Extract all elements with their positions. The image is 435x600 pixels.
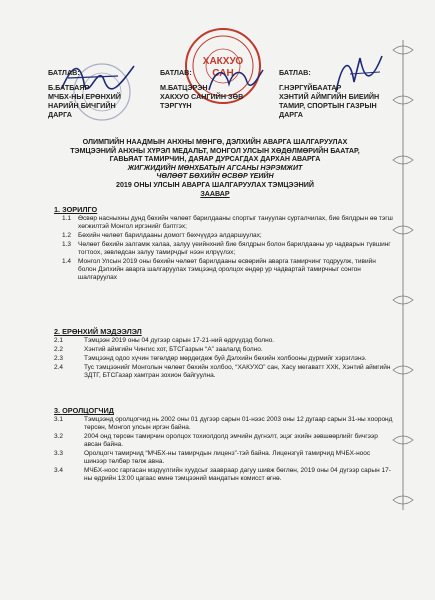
signatory-role: МЧБХ-НЫ ЕРӨНХИЙ — [48, 92, 121, 101]
signatory-name: Г.НЭРГҮЙБААТАР — [279, 83, 342, 92]
section-goal — [48, 206, 393, 282]
signatory-role: ТАМИР, СПОРТЫН ГАЗРЫН — [279, 101, 377, 110]
list-item: 2.3 Тэмцээнд одоо хүчин төгөлдөр мөрдөгдөж буй Дэлхийн бөхийн холбооны дүрмийг хэрэглэнэ. — [54, 355, 367, 362]
signatory-role: НАРИЙН БИЧГИЙН — [48, 101, 116, 110]
signatory-role: ДАРГА — [48, 110, 72, 119]
list-item: 1.4 Монгол Улсын 2019 оны бөхийн чөлөөт барилдааны өсвөрийн аварга тамирчинг тодруулж, тивийн болон Дэлхийн аварга шалгаруулах тэмцээнд оролцох өндөр ур чадвартай тамирчныг сонгон шалгаруулах — [62, 258, 376, 281]
signatory-role: ХАКХУО САНГИЙН ЗӨВ — [160, 92, 244, 101]
section-number: 3. — [54, 406, 61, 415]
svg-text:ХАКХУО: ХАКХУО — [202, 56, 244, 67]
list-item: 3.2 2004 онд төрсөн тамирчин оролцох тохиолдолд эмчийн дүгнэлт, эцэг эхийн зөвшөөрлийг бичгээр авсан байна. — [54, 433, 378, 448]
list-item: 3.1 Тэмцээнд оролцогчид нь 2002 оны 01 дүгээр сарын 01-нээс 2003 оны 12 дугаар сарын 31-ны хооронд төрсөн, Монгол улсын иргэн байна. — [54, 416, 393, 431]
signatory-name: Б.БАТБАЯР — [48, 83, 90, 92]
section-heading: ЗОРИЛГО — [62, 205, 98, 214]
signatory-1 — [48, 68, 121, 119]
section-number: 2. — [54, 327, 61, 336]
signatory-role: ДАРГА — [279, 110, 303, 119]
list-item: 3.4 МЧБХ-ноос гаргасан мэдүүлгийн хуудсыг заавраар дагуу шивж бөглөн, 2019 оны 04 дүгээр сарын 17-ны өдрийн 13:00 цагаас өмнө тэмцээний мандатын комисст өгнө. — [54, 467, 391, 482]
section-heading: ЕРӨНХИЙ МЭДЭЭЛЭЛ — [62, 327, 142, 336]
list-item: 2.2 Хэнтий аймгийн Чингис хот, БТСГазрын “А” заалалд болно. — [54, 346, 263, 353]
list-item: 2.1 Тэмцээн 2019 оны 04 дүгээр сарын 17-21-ний өдрүүдэд болно. — [54, 337, 275, 344]
svg-text:САН: САН — [212, 68, 234, 79]
approve-label: БАТЛАВ: — [160, 68, 192, 77]
list-item: 1.2 Бөхийн чөлөөт барилдааны домогт бөхчүүдээ алдаршуулах; — [62, 232, 262, 239]
signatory-2 — [160, 68, 243, 110]
list-item: 2.4 Тус тэмцээнийг Монголын чөлөөт бөхийн холбоо, “ХАКУХО” сан, Хасу мегаватт ХХК, Хэнтий аймгийн ЗДТГ, БТСГазар хамтран зохион байгуулна. — [54, 364, 391, 379]
list-item: 1.1 Өсвөр насныхны дунд бөхийн чөлөөт барилдааны спортыг тануулан сурталчилах, бие бялдрын өө тэгш хөгжилтэй Монгол иргэнийг бэлтгэх; — [62, 215, 393, 230]
title-line: ЧӨЛӨӨТ БӨХИЙН ӨСВӨР ҮЕИЙН — [156, 172, 274, 181]
list-item: 3.3 Оролцогч тамирчид “МЧБХ-ны тамирчдын лиценз”-тэй байна. Лицензгүй тамирчид МЧБХ-ноос шинээр төлбөр төлж авна. — [54, 450, 371, 465]
signatory-role: ТЭРГҮҮН — [160, 101, 192, 110]
title-line: ЖИГЖИДИЙН МӨНХБАТЫН АГСАНЫ НЭРЭМЖИТ — [127, 163, 303, 172]
signatory-3 — [279, 68, 379, 119]
title-line: 2019 ОНЫ УЛСЫН АВАРГА ШАЛГАРУУЛАХ ТЭМЦЭЭНИЙ — [116, 180, 314, 189]
signatory-name: М.БАТЦЭРЭН — [160, 83, 208, 92]
section-number: 1. — [54, 205, 61, 214]
doc-type: ЗААВАР — [200, 189, 230, 198]
approve-label: БАТЛАВ: — [48, 68, 80, 77]
signatory-role: ХЭНТИЙ АЙМГИЙН БИЕИЙН — [279, 92, 380, 101]
section-participants — [48, 407, 393, 483]
list-item: 1.3 Чөлөөт бөхийн залгамж халаа, залуу үеийнхний бие бялдрын болон барилдааны ур чадварын түвшинг тогтоох, зөвлөдсан залуу тамирчдыг нээн илрүүлэх; — [62, 241, 391, 256]
title-line: ТЭМЦЭЭНИЙ АНХНЫ ХҮРЭЛ МЕДАЛЬТ, МОНГОЛ УЛСЫН ХӨДӨЛМӨРИЙН БААТАР, — [70, 146, 360, 155]
title-line: ОЛИМПИЙН НААДМЫН АНХНЫ МӨНГӨ, ДЭЛХИЙН АВАРГА ШАЛГАРУУЛАХ — [82, 138, 348, 146]
document-title — [30, 138, 400, 198]
title-line: ГАВЬЯАТ ТАМИРЧИН, ДАЯАР ДУРСАГДАХ ДАРХАН АВАРГА — [109, 155, 321, 164]
approve-label: БАТЛАВ: — [279, 68, 311, 77]
section-heading: ОРОЛЦОГЧИД — [62, 406, 114, 415]
section-general-info — [48, 328, 393, 380]
